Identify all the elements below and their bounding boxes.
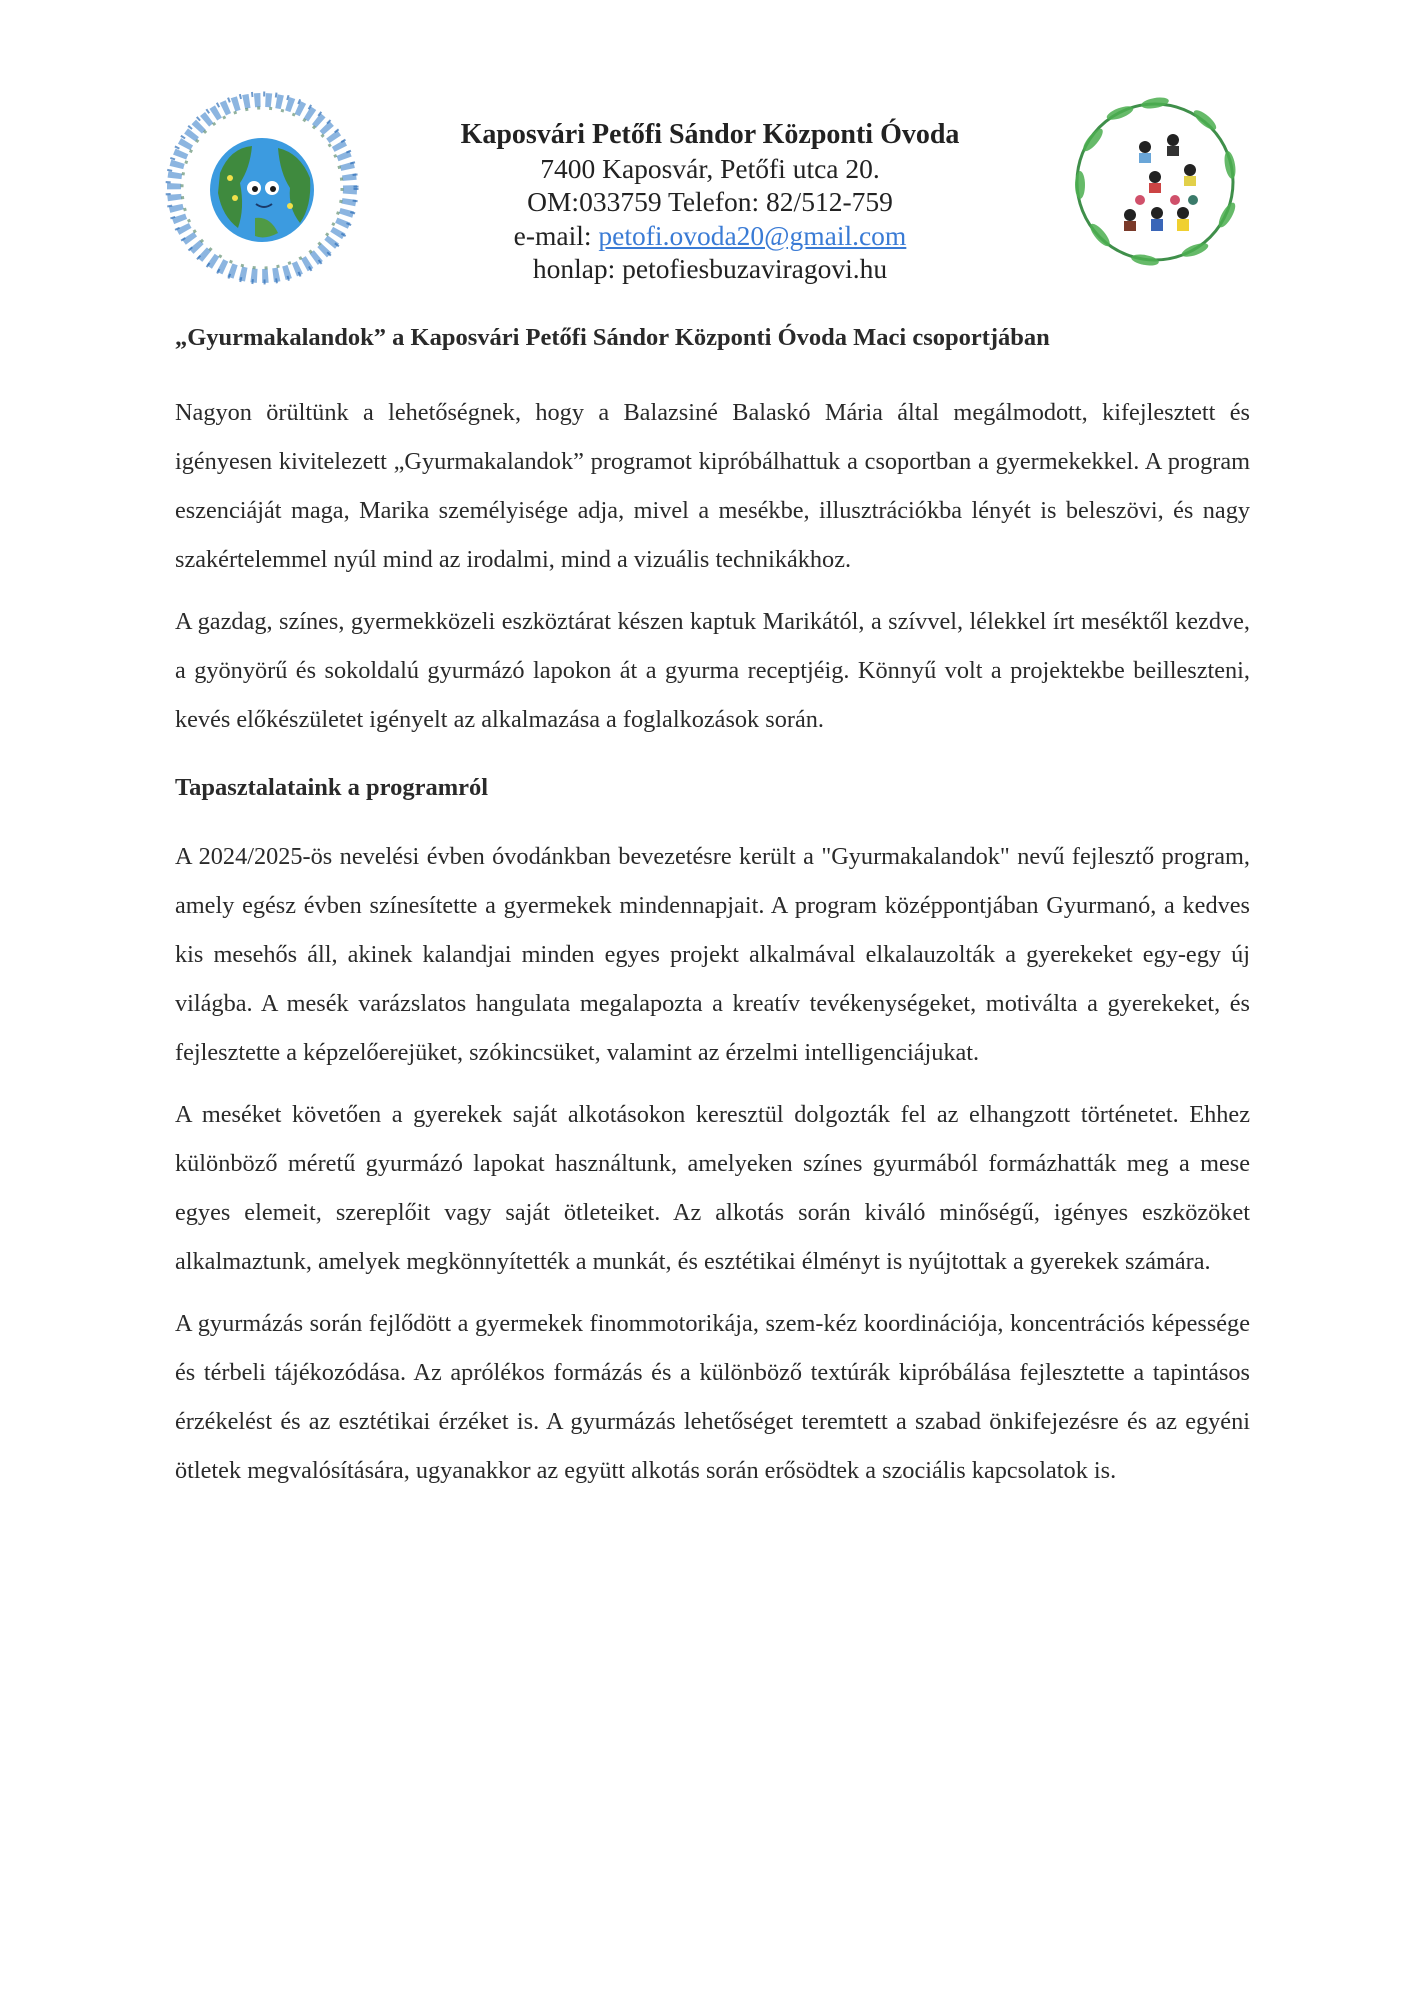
email-line bbox=[420, 219, 1000, 253]
section-paragraph: A 2024/2025-ös nevelési évben óvodánkban bevezetésre került a "Gyurmakalandok" nevű fejlesztő program, amely egész évben színesítette a gyermekek mindennapjait. A program középpontjában Gyurmanó, a kedves kis mesehős áll, akinek kalandjai minden egyes projekt alkalmával elkalauzolták a gyerekeket egy-egy új világba. A mesék varázslatos hangulata megalapozta a kreatív tevékenységeket, motiválta a gyerekeket, és fejlesztette a képzelőerejüket, szókincsüket, valamint az érzelmi intelligenciájukat. bbox=[175, 843, 1250, 1066]
kindergarten-logo-right bbox=[1055, 85, 1255, 280]
intro-paragraph: Nagyon örültünk a lehetőségnek, hogy a Balazsiné Balaskó Mária által megálmodott, kifejlesztett és igényesen kivitelezett „Gyurmakalandok” programot kipróbálhattuk a csoportban a gyermekekkel. A program eszenciáját maga, Marika személyisége adja, mivel a mesékbe, illusztrációkba lényét is beleszövi, és nagy szakértelemmel nyúl mind az irodalmi, mind a vizuális technikákhoz. bbox=[175, 399, 1250, 573]
kindergarten-logo-left bbox=[160, 88, 365, 288]
organization-name: Kaposvári Petőfi Sándor Központi Óvoda bbox=[460, 119, 960, 150]
om-phone: OM:033759 Telefon: 82/512-759 bbox=[527, 186, 893, 217]
intro-paragraph: A gazdag, színes, gyermekközeli eszköztárat készen kaptuk Marikától, a szívvel, lélekkel írt meséktől kezdve, a gyönyörű és sokoldalú gyurmázó lapokon át a gyurma receptjéig. Könnyű volt a projektekbe beilleszteni, kevés előkészületet igényelt az alkalmazása a foglalkozások során. bbox=[175, 608, 1250, 733]
email-label: e-mail: bbox=[513, 219, 599, 251]
section-title: Tapasztalataink a programról bbox=[175, 774, 489, 801]
address: 7400 Kaposvár, Petőfi utca 20. bbox=[540, 152, 880, 184]
section-paragraph: A meséket követően a gyerekek saját alkotásokon keresztül dolgozták fel az elhangzott történetet. Ehhez különböző méretű gyurmázó lapokat használtunk, amelyeken színes gyurmából formázhatták meg a mese egyes elemeit, szereplőit vagy saját ötleteiket. Az alkotás során kiváló minőségű, igényes eszközöket alkalmaztunk, amelyek megkönnyítették a munkát, és esztétikai élményt is nyújtottak a gyerekek számára. bbox=[175, 1101, 1250, 1275]
document-body bbox=[175, 318, 1250, 1495]
email-link[interactable]: petofi.ovoda20@gmail.com bbox=[598, 219, 907, 251]
children-leaf-wreath-icon bbox=[1055, 85, 1255, 280]
letterhead bbox=[420, 118, 1000, 286]
document-title: „Gyurmakalandok” a Kaposvári Petőfi Sándor Központi Óvoda Maci csoportjában bbox=[175, 324, 1050, 351]
globe-flower-wreath-icon bbox=[160, 88, 365, 288]
website: honlap: petofiesbuzaviragovi.hu bbox=[532, 253, 888, 284]
section-paragraph: A gyurmázás során fejlődött a gyermekek finommotorikája, szem-kéz koordinációja, koncentrációs képessége és térbeli tájékozódása. Az aprólékos formázás és a különböző textúrák kipróbálása fejlesztette a tapintásos érzékelést és az esztétikai érzéket is. A gyurmázás lehetőséget teremtett a szabad önkifejezésre és az egyéni ötletek megvalósítására, ugyanakkor az együtt alkotás során erősödtek a szociális kapcsolatok is. bbox=[175, 1310, 1250, 1484]
